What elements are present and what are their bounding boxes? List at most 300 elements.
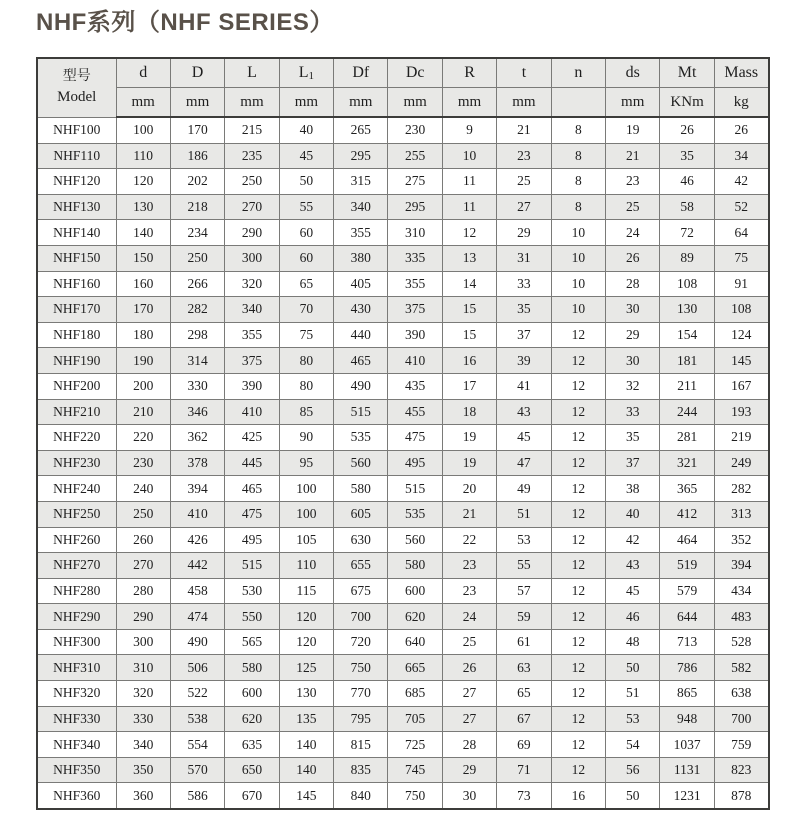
- table-row-nhf220: [37, 425, 769, 451]
- value-cell: 495: [225, 527, 279, 553]
- value-cell: 45: [279, 143, 333, 169]
- value-cell: 440: [334, 322, 388, 348]
- value-cell: 33: [606, 399, 660, 425]
- value-cell: 655: [334, 553, 388, 579]
- value-cell: 640: [388, 629, 442, 655]
- value-cell: 25: [442, 629, 496, 655]
- value-cell: 300: [116, 629, 170, 655]
- value-cell: 745: [388, 757, 442, 783]
- value-cell: 12: [551, 655, 605, 681]
- value-cell: 53: [606, 706, 660, 732]
- value-cell: 713: [660, 629, 714, 655]
- value-cell: 948: [660, 706, 714, 732]
- value-cell: 515: [388, 476, 442, 502]
- value-cell: 355: [334, 220, 388, 246]
- value-cell: 515: [334, 399, 388, 425]
- value-cell: 380: [334, 245, 388, 271]
- value-cell: 120: [116, 169, 170, 195]
- table-row-nhf260: [37, 527, 769, 553]
- value-cell: 465: [225, 476, 279, 502]
- value-cell: 10: [551, 271, 605, 297]
- value-cell: 298: [170, 322, 224, 348]
- value-cell: 8: [551, 194, 605, 220]
- column-header-df: Df: [334, 58, 388, 88]
- value-cell: 41: [497, 373, 551, 399]
- value-cell: 315: [334, 169, 388, 195]
- value-cell: 644: [660, 604, 714, 630]
- value-cell: 90: [279, 425, 333, 451]
- value-cell: 320: [116, 681, 170, 707]
- table-row-nhf170: [37, 297, 769, 323]
- value-cell: 255: [388, 143, 442, 169]
- model-cell: NHF320: [37, 681, 116, 707]
- value-cell: 720: [334, 629, 388, 655]
- value-cell: 75: [714, 245, 768, 271]
- value-cell: 56: [606, 757, 660, 783]
- table-row-nhf360: [37, 783, 769, 809]
- table-row-nhf210: [37, 399, 769, 425]
- value-cell: 10: [551, 245, 605, 271]
- value-cell: 28: [442, 732, 496, 758]
- value-cell: 57: [497, 578, 551, 604]
- table-header: [37, 58, 769, 117]
- value-cell: 50: [279, 169, 333, 195]
- model-cell: NHF210: [37, 399, 116, 425]
- value-cell: 105: [279, 527, 333, 553]
- value-cell: 9: [442, 117, 496, 143]
- value-cell: 45: [606, 578, 660, 604]
- value-cell: 405: [334, 271, 388, 297]
- value-cell: 759: [714, 732, 768, 758]
- value-cell: 29: [497, 220, 551, 246]
- value-cell: 620: [225, 706, 279, 732]
- column-header-n: n: [551, 58, 605, 88]
- value-cell: 685: [388, 681, 442, 707]
- value-cell: 186: [170, 143, 224, 169]
- value-cell: 565: [225, 629, 279, 655]
- table-row-nhf270: [37, 553, 769, 579]
- value-cell: 249: [714, 450, 768, 476]
- value-cell: 11: [442, 169, 496, 195]
- value-cell: 30: [442, 783, 496, 809]
- value-cell: 313: [714, 501, 768, 527]
- value-cell: 170: [170, 117, 224, 143]
- value-cell: 340: [334, 194, 388, 220]
- value-cell: 69: [497, 732, 551, 758]
- value-cell: 26: [606, 245, 660, 271]
- value-cell: 815: [334, 732, 388, 758]
- model-cell: NHF340: [37, 732, 116, 758]
- model-cell: NHF360: [37, 783, 116, 809]
- model-cell: NHF350: [37, 757, 116, 783]
- column-header-l1: $L_1$: [279, 58, 333, 88]
- column-header-subscript: 1: [308, 70, 314, 82]
- value-cell: 320: [225, 271, 279, 297]
- model-cell: NHF200: [37, 373, 116, 399]
- value-cell: 75: [279, 322, 333, 348]
- value-cell: 375: [225, 348, 279, 374]
- value-cell: 60: [279, 245, 333, 271]
- value-cell: 12: [551, 476, 605, 502]
- value-cell: 91: [714, 271, 768, 297]
- model-header-cn: 型号: [62, 69, 91, 85]
- value-cell: 280: [116, 578, 170, 604]
- value-cell: 89: [660, 245, 714, 271]
- model-cell: NHF270: [37, 553, 116, 579]
- value-cell: 865: [660, 681, 714, 707]
- value-cell: 51: [606, 681, 660, 707]
- value-cell: 40: [606, 501, 660, 527]
- value-cell: 43: [497, 399, 551, 425]
- value-cell: 31: [497, 245, 551, 271]
- table-row-nhf190: [37, 348, 769, 374]
- model-cell: NHF140: [37, 220, 116, 246]
- value-cell: 770: [334, 681, 388, 707]
- value-cell: 600: [225, 681, 279, 707]
- value-cell: 167: [714, 373, 768, 399]
- value-cell: 19: [442, 450, 496, 476]
- value-cell: 45: [497, 425, 551, 451]
- value-cell: 425: [225, 425, 279, 451]
- value-cell: 538: [170, 706, 224, 732]
- value-cell: 8: [551, 169, 605, 195]
- value-cell: 582: [714, 655, 768, 681]
- value-cell: 64: [714, 220, 768, 246]
- value-cell: 266: [170, 271, 224, 297]
- value-cell: 638: [714, 681, 768, 707]
- value-cell: 65: [497, 681, 551, 707]
- table-row-nhf250: [37, 501, 769, 527]
- value-cell: 360: [116, 783, 170, 809]
- value-cell: 275: [388, 169, 442, 195]
- value-cell: 60: [279, 220, 333, 246]
- column-unit-mt: KNm: [660, 88, 714, 118]
- value-cell: 130: [116, 194, 170, 220]
- value-cell: 750: [334, 655, 388, 681]
- value-cell: 17: [442, 373, 496, 399]
- value-cell: 394: [714, 553, 768, 579]
- value-cell: 26: [442, 655, 496, 681]
- value-cell: 522: [170, 681, 224, 707]
- value-cell: 352: [714, 527, 768, 553]
- value-cell: 35: [606, 425, 660, 451]
- value-cell: 140: [279, 757, 333, 783]
- value-cell: 475: [225, 501, 279, 527]
- value-cell: 25: [497, 169, 551, 195]
- value-cell: 100: [279, 501, 333, 527]
- value-cell: 281: [660, 425, 714, 451]
- value-cell: 100: [116, 117, 170, 143]
- model-cell: NHF300: [37, 629, 116, 655]
- model-cell: NHF250: [37, 501, 116, 527]
- value-cell: 46: [660, 169, 714, 195]
- value-cell: 12: [551, 373, 605, 399]
- model-cell: NHF100: [37, 117, 116, 143]
- value-cell: 465: [334, 348, 388, 374]
- table-row-nhf330: [37, 706, 769, 732]
- value-cell: 32: [606, 373, 660, 399]
- value-cell: 140: [279, 732, 333, 758]
- value-cell: 750: [388, 783, 442, 809]
- value-cell: 29: [442, 757, 496, 783]
- value-cell: 725: [388, 732, 442, 758]
- value-cell: 23: [606, 169, 660, 195]
- value-cell: 265: [334, 117, 388, 143]
- value-cell: 600: [388, 578, 442, 604]
- value-cell: 560: [388, 527, 442, 553]
- table-row-nhf290: [37, 604, 769, 630]
- model-cell: NHF120: [37, 169, 116, 195]
- value-cell: 435: [388, 373, 442, 399]
- model-cell: NHF310: [37, 655, 116, 681]
- value-cell: 27: [442, 681, 496, 707]
- table-row-nhf120: [37, 169, 769, 195]
- value-cell: 705: [388, 706, 442, 732]
- model-cell: NHF230: [37, 450, 116, 476]
- table-row-nhf320: [37, 681, 769, 707]
- column-header-d: D: [170, 58, 224, 88]
- model-cell: NHF130: [37, 194, 116, 220]
- table-row-nhf180: [37, 322, 769, 348]
- value-cell: 215: [225, 117, 279, 143]
- value-cell: 47: [497, 450, 551, 476]
- value-cell: 85: [279, 399, 333, 425]
- value-cell: 202: [170, 169, 224, 195]
- value-cell: 80: [279, 373, 333, 399]
- value-cell: 193: [714, 399, 768, 425]
- value-cell: 48: [606, 629, 660, 655]
- column-header-l: L: [225, 58, 279, 88]
- model-cell: NHF150: [37, 245, 116, 271]
- column-unit-d: mm: [116, 88, 170, 118]
- header-unit-row: [37, 88, 769, 118]
- value-cell: 12: [551, 604, 605, 630]
- column-header-t: t: [497, 58, 551, 88]
- value-cell: 390: [225, 373, 279, 399]
- value-cell: 300: [225, 245, 279, 271]
- value-cell: 150: [116, 245, 170, 271]
- table-row-nhf310: [37, 655, 769, 681]
- value-cell: 40: [279, 117, 333, 143]
- value-cell: 321: [660, 450, 714, 476]
- value-cell: 12: [551, 732, 605, 758]
- value-cell: 394: [170, 476, 224, 502]
- column-header-model: [37, 58, 116, 117]
- value-cell: 495: [388, 450, 442, 476]
- value-cell: 506: [170, 655, 224, 681]
- value-cell: 100: [279, 476, 333, 502]
- value-cell: 426: [170, 527, 224, 553]
- value-cell: 26: [660, 117, 714, 143]
- value-cell: 580: [334, 476, 388, 502]
- value-cell: 530: [225, 578, 279, 604]
- header-label-row: [37, 58, 769, 88]
- value-cell: 49: [497, 476, 551, 502]
- value-cell: 554: [170, 732, 224, 758]
- value-cell: 620: [388, 604, 442, 630]
- value-cell: 270: [225, 194, 279, 220]
- value-cell: 63: [497, 655, 551, 681]
- value-cell: 12: [551, 527, 605, 553]
- value-cell: 823: [714, 757, 768, 783]
- value-cell: 1037: [660, 732, 714, 758]
- value-cell: 73: [497, 783, 551, 809]
- value-cell: 26: [714, 117, 768, 143]
- value-cell: 475: [388, 425, 442, 451]
- value-cell: 65: [279, 271, 333, 297]
- model-cell: NHF220: [37, 425, 116, 451]
- value-cell: 22: [442, 527, 496, 553]
- value-cell: 125: [279, 655, 333, 681]
- value-cell: 390: [388, 322, 442, 348]
- column-unit-n: [551, 88, 605, 118]
- value-cell: 434: [714, 578, 768, 604]
- value-cell: 295: [334, 143, 388, 169]
- value-cell: 35: [660, 143, 714, 169]
- value-cell: 16: [442, 348, 496, 374]
- value-cell: 28: [606, 271, 660, 297]
- value-cell: 130: [660, 297, 714, 323]
- value-cell: 54: [606, 732, 660, 758]
- value-cell: 675: [334, 578, 388, 604]
- value-cell: 37: [497, 322, 551, 348]
- value-cell: 795: [334, 706, 388, 732]
- table-row-nhf160: [37, 271, 769, 297]
- value-cell: 570: [170, 757, 224, 783]
- value-cell: 410: [225, 399, 279, 425]
- value-cell: 375: [388, 297, 442, 323]
- value-cell: 124: [714, 322, 768, 348]
- value-cell: 12: [551, 757, 605, 783]
- value-cell: 18: [442, 399, 496, 425]
- value-cell: 160: [116, 271, 170, 297]
- table-row-nhf100: [37, 117, 769, 143]
- value-cell: 12: [551, 425, 605, 451]
- table-row-nhf280: [37, 578, 769, 604]
- value-cell: 23: [442, 553, 496, 579]
- value-cell: 42: [714, 169, 768, 195]
- column-unit-l1: mm: [279, 88, 333, 118]
- value-cell: 445: [225, 450, 279, 476]
- value-cell: 458: [170, 578, 224, 604]
- value-cell: 580: [388, 553, 442, 579]
- value-cell: 586: [170, 783, 224, 809]
- value-cell: 365: [660, 476, 714, 502]
- model-cell: NHF190: [37, 348, 116, 374]
- value-cell: 23: [442, 578, 496, 604]
- value-cell: 154: [660, 322, 714, 348]
- table-row-nhf150: [37, 245, 769, 271]
- value-cell: 12: [551, 681, 605, 707]
- table-row-nhf340: [37, 732, 769, 758]
- value-cell: 39: [497, 348, 551, 374]
- value-cell: 12: [551, 348, 605, 374]
- value-cell: 10: [551, 297, 605, 323]
- value-cell: 442: [170, 553, 224, 579]
- value-cell: 362: [170, 425, 224, 451]
- value-cell: 61: [497, 629, 551, 655]
- value-cell: 580: [225, 655, 279, 681]
- value-cell: 515: [225, 553, 279, 579]
- column-header-ds: ds: [606, 58, 660, 88]
- value-cell: 310: [116, 655, 170, 681]
- value-cell: 355: [225, 322, 279, 348]
- value-cell: 474: [170, 604, 224, 630]
- value-cell: 310: [388, 220, 442, 246]
- value-cell: 170: [116, 297, 170, 323]
- table-body: [37, 117, 769, 809]
- value-cell: 110: [279, 553, 333, 579]
- value-cell: 665: [388, 655, 442, 681]
- value-cell: 180: [116, 322, 170, 348]
- value-cell: 650: [225, 757, 279, 783]
- value-cell: 211: [660, 373, 714, 399]
- value-cell: 410: [170, 501, 224, 527]
- column-header-mass: Mass: [714, 58, 768, 88]
- value-cell: 535: [388, 501, 442, 527]
- value-cell: 10: [551, 220, 605, 246]
- value-cell: 250: [170, 245, 224, 271]
- value-cell: 21: [606, 143, 660, 169]
- value-cell: 234: [170, 220, 224, 246]
- column-unit-ds: mm: [606, 88, 660, 118]
- value-cell: 21: [497, 117, 551, 143]
- value-cell: 550: [225, 604, 279, 630]
- value-cell: 330: [116, 706, 170, 732]
- table-row-nhf200: [37, 373, 769, 399]
- table-row-nhf230: [37, 450, 769, 476]
- value-cell: 335: [388, 245, 442, 271]
- value-cell: 23: [497, 143, 551, 169]
- model-cell: NHF240: [37, 476, 116, 502]
- value-cell: 8: [551, 143, 605, 169]
- value-cell: 630: [334, 527, 388, 553]
- value-cell: 29: [606, 322, 660, 348]
- value-cell: 230: [388, 117, 442, 143]
- value-cell: 12: [551, 450, 605, 476]
- table-row-nhf240: [37, 476, 769, 502]
- value-cell: 72: [660, 220, 714, 246]
- value-cell: 24: [606, 220, 660, 246]
- value-cell: 314: [170, 348, 224, 374]
- value-cell: 108: [714, 297, 768, 323]
- value-cell: 700: [334, 604, 388, 630]
- value-cell: 490: [334, 373, 388, 399]
- value-cell: 282: [170, 297, 224, 323]
- value-cell: 120: [279, 604, 333, 630]
- value-cell: 35: [497, 297, 551, 323]
- value-cell: 34: [714, 143, 768, 169]
- value-cell: 95: [279, 450, 333, 476]
- value-cell: 38: [606, 476, 660, 502]
- value-cell: 19: [606, 117, 660, 143]
- value-cell: 835: [334, 757, 388, 783]
- column-header-r: R: [442, 58, 496, 88]
- value-cell: 55: [279, 194, 333, 220]
- table-row-nhf300: [37, 629, 769, 655]
- value-cell: 490: [170, 629, 224, 655]
- value-cell: 230: [116, 450, 170, 476]
- page-title: NHF系列（NHF SERIES）: [36, 9, 334, 36]
- value-cell: 355: [388, 271, 442, 297]
- value-cell: 43: [606, 553, 660, 579]
- value-cell: 412: [660, 501, 714, 527]
- model-cell: NHF290: [37, 604, 116, 630]
- value-cell: 27: [442, 706, 496, 732]
- model-cell: NHF180: [37, 322, 116, 348]
- value-cell: 15: [442, 322, 496, 348]
- value-cell: 840: [334, 783, 388, 809]
